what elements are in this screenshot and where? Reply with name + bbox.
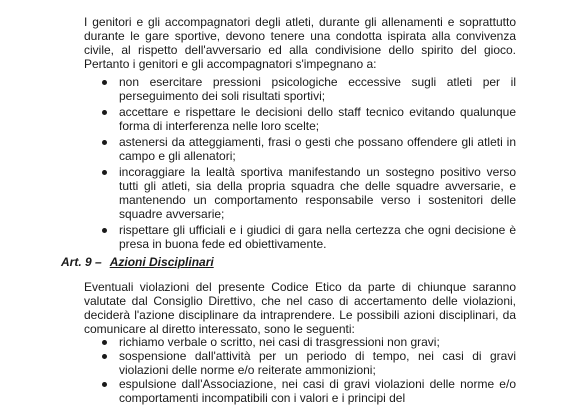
bullet-icon (102, 110, 107, 115)
bullet-icon (102, 228, 107, 233)
list-item (84, 165, 516, 221)
list-item-text: rispettare gli ufficiali e i giudici di gara nella certezza che ogni decisione è presa in buona fede ed obiettivamente. (119, 223, 516, 251)
list-item (84, 75, 516, 103)
article-paragraph: Eventuali violazioni del presente Codice Etico da parte di chiunque saranno valutate dal Consiglio Direttivo, che nel caso di accertamento delle violazioni, deciderà l'azione disciplinare da intraprendere. Le possibili azioni disciplinari, da comunicare al diretto interessato, sono le seguenti: (84, 280, 516, 336)
list-item-text: sospensione dall'attività per un periodo di tempo, nei casi di gravi violazioni delle norme e/o reiterate ammonizioni; (119, 349, 516, 377)
list-item-text: non esercitare pressioni psicologiche eccessive sugli atleti per il perseguimento dei soli risultati sportivi; (119, 75, 516, 103)
article-title: Azioni Disciplinari (109, 255, 214, 269)
list-item (84, 135, 516, 163)
bullet-icon (102, 382, 107, 387)
bullet-icon (102, 340, 107, 345)
list-item-text: accettare e rispettare le decisioni dello staff tecnico evitando qualunque forma di interferenza nelle loro scelte; (119, 105, 516, 133)
disciplinary-actions-list (84, 335, 516, 405)
list-item (84, 335, 516, 349)
list-item (84, 105, 516, 133)
list-item (84, 377, 516, 405)
bullet-icon (102, 140, 107, 145)
bullet-icon (102, 354, 107, 359)
list-item (84, 223, 516, 251)
list-item-text: espulsione dall'Associazione, nei casi di gravi violazioni delle norme e/o comportamenti incompatibili con i valori e i principi del (119, 377, 516, 405)
commitments-list (84, 75, 516, 253)
list-item-text: astenersi da atteggiamenti, frasi o gesti che possano offendere gli atleti in campo e gli allenatori; (119, 135, 516, 163)
article-heading (61, 255, 214, 269)
bullet-icon (102, 170, 107, 175)
list-item (84, 349, 516, 377)
list-item-text: incoraggiare la lealtà sportiva manifestando un sostegno positivo verso tutti gli atleti, sia della propria squadra che delle squadre avversarie, e mantenendo un comportamento responsabile verso i sostenitori delle squadre avversarie; (119, 165, 516, 221)
list-item-text: richiamo verbale o scritto, nei casi di trasgressioni non gravi; (119, 335, 440, 349)
bullet-icon (102, 80, 107, 85)
intro-paragraph: I genitori e gli accompagnatori degli atleti, durante gli allenamenti e soprattutto durante le gare sportive, devono tenere una condotta ispirata alla convivenza civile, al rispetto dell'avversario ed alla condivisione dello spirito del gioco. Pertanto i genitori e gli accompagnatori s'impegnano a: (84, 15, 516, 71)
article-number: Art. 9 – (61, 255, 102, 269)
